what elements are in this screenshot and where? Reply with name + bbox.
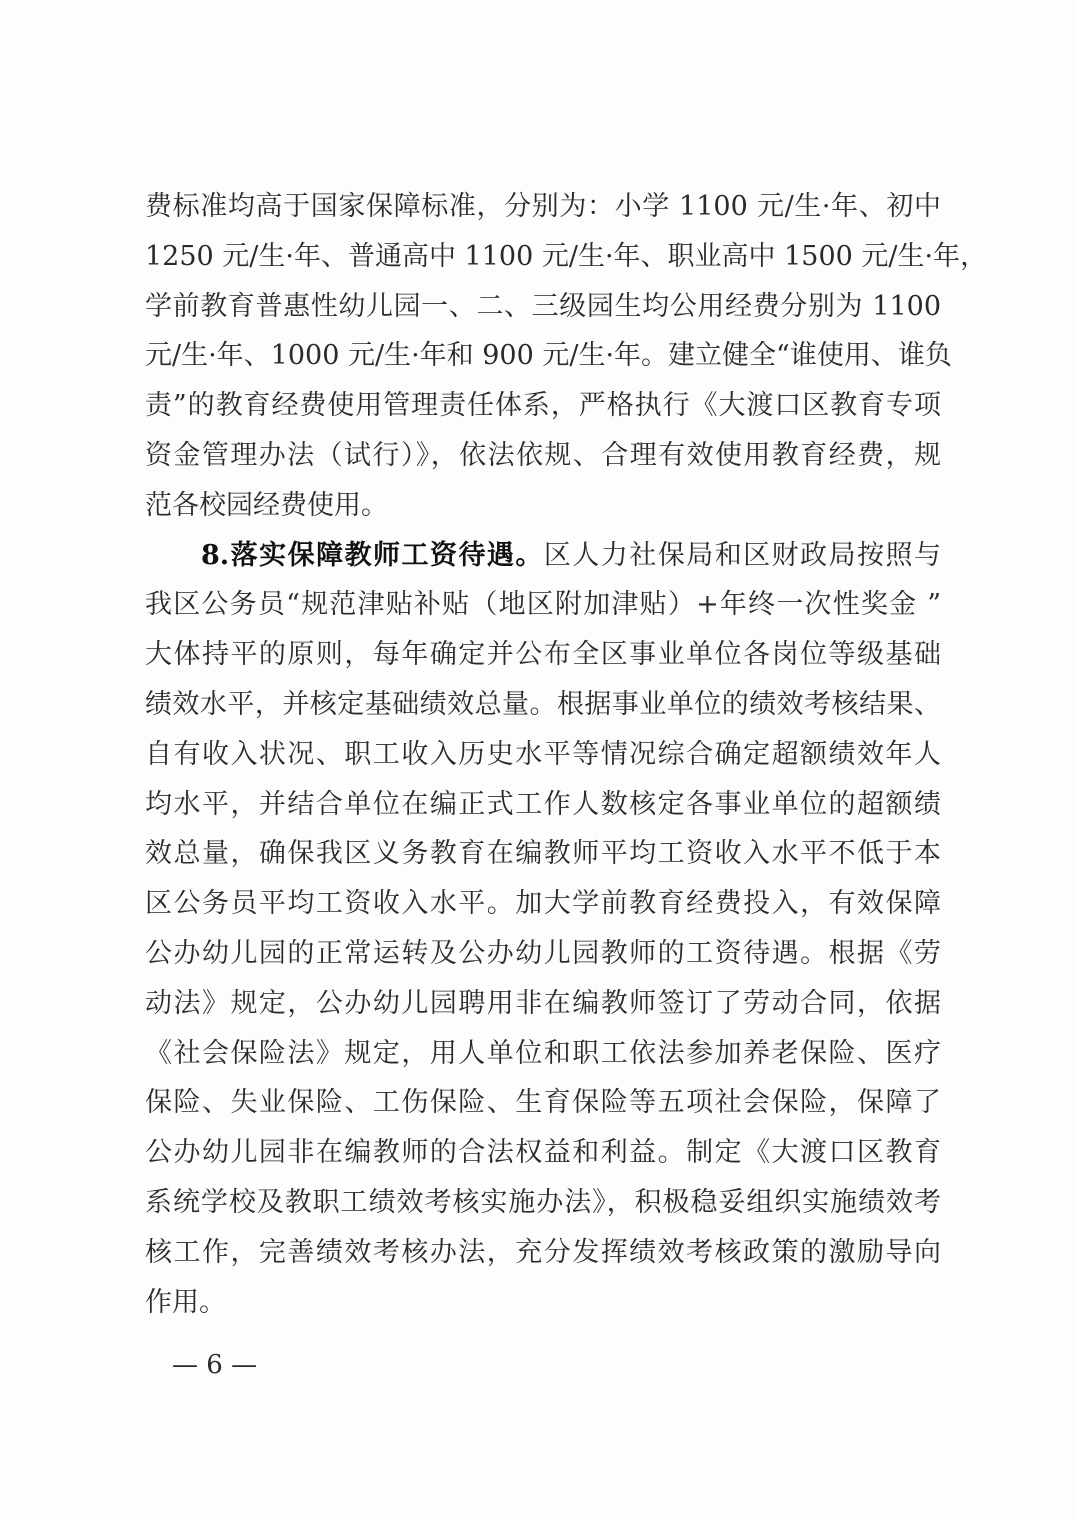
text-line	[145, 531, 941, 581]
text-line: 公办幼儿园的正常运转及公办幼儿园教师的工资待遇。根据《劳	[145, 937, 941, 969]
text-line: 公办幼儿园非在编教师的合法权益和利益。制定《大渡口区教育	[145, 1137, 941, 1169]
text-line: 《社会保险法》规定，用人单位和职工依法参加养老保险、医疗	[145, 1037, 941, 1069]
text-line: 均水平，并结合单位在编正式工作人数核定各事业单位的超额绩	[145, 788, 941, 820]
text-line: 区公务员平均工资收入水平。加大学前教育经费投入，有效保障	[145, 888, 941, 920]
text-line: 动法》规定，公办幼儿园聘用非在编教师签订了劳动合同，依据	[145, 987, 941, 1019]
paragraph-teacher-salary	[145, 531, 941, 1328]
text-line: 核工作，完善绩效考核办法，充分发挥绩效考核政策的激励导向	[145, 1236, 941, 1268]
text-span: 区人力社保局和区财政局按照与	[543, 539, 942, 571]
text-line: 责”的教育经费使用管理责任体系，严格执行《大渡口区教育专项	[145, 390, 941, 422]
section-heading: 8.落实保障教师工资待遇。	[201, 539, 544, 571]
text-line: 保险、失业保险、工伤保险、生育保险等五项社会保险，保障了	[145, 1087, 941, 1119]
document-body	[145, 182, 988, 1327]
text-line: 作用。	[145, 1286, 226, 1318]
text-line: 学前教育普惠性幼儿园一、二、三级园生均公用经费分别为 1100	[145, 290, 941, 322]
text-line: 1250 元/生·年、普通高中 1100 元/生·年、职业高中 1500 元/生·年，	[145, 240, 988, 272]
text-line: 范各校园经费使用。	[145, 489, 388, 521]
text-line: 资金管理办法（试行）》，依法依规、合理有效使用教育经费，规	[145, 439, 941, 471]
text-line: 元/生·年、1000 元/生·年和 900 元/生·年。建立健全“谁使用、谁负	[145, 340, 952, 372]
text-line: 大体持平的原则，每年确定并公布全区事业单位各岗位等级基础	[145, 639, 941, 671]
text-line: 费标准均高于国家保障标准，分别为：小学 1100 元/生·年、初中	[145, 191, 941, 222]
text-line: 效总量，确保我区义务教育在编教师平均工资收入水平不低于本	[145, 838, 941, 870]
text-line: 我区公务员“规范津贴补贴（地区附加津贴）+年终一次性奖金 ”	[145, 589, 941, 621]
text-line: 系统学校及教职工绩效考核实施办法》，积极稳妥组织实施绩效考	[145, 1186, 941, 1218]
paragraph-funding-standards	[145, 182, 988, 531]
text-line: 自有收入状况、职工收入历史水平等情况综合确定超额绩效年人	[145, 738, 941, 770]
page-number: — 6 —	[172, 1350, 258, 1380]
text-line: 绩效水平，并核定基础绩效总量。根据事业单位的绩效考核结果、	[145, 688, 941, 720]
